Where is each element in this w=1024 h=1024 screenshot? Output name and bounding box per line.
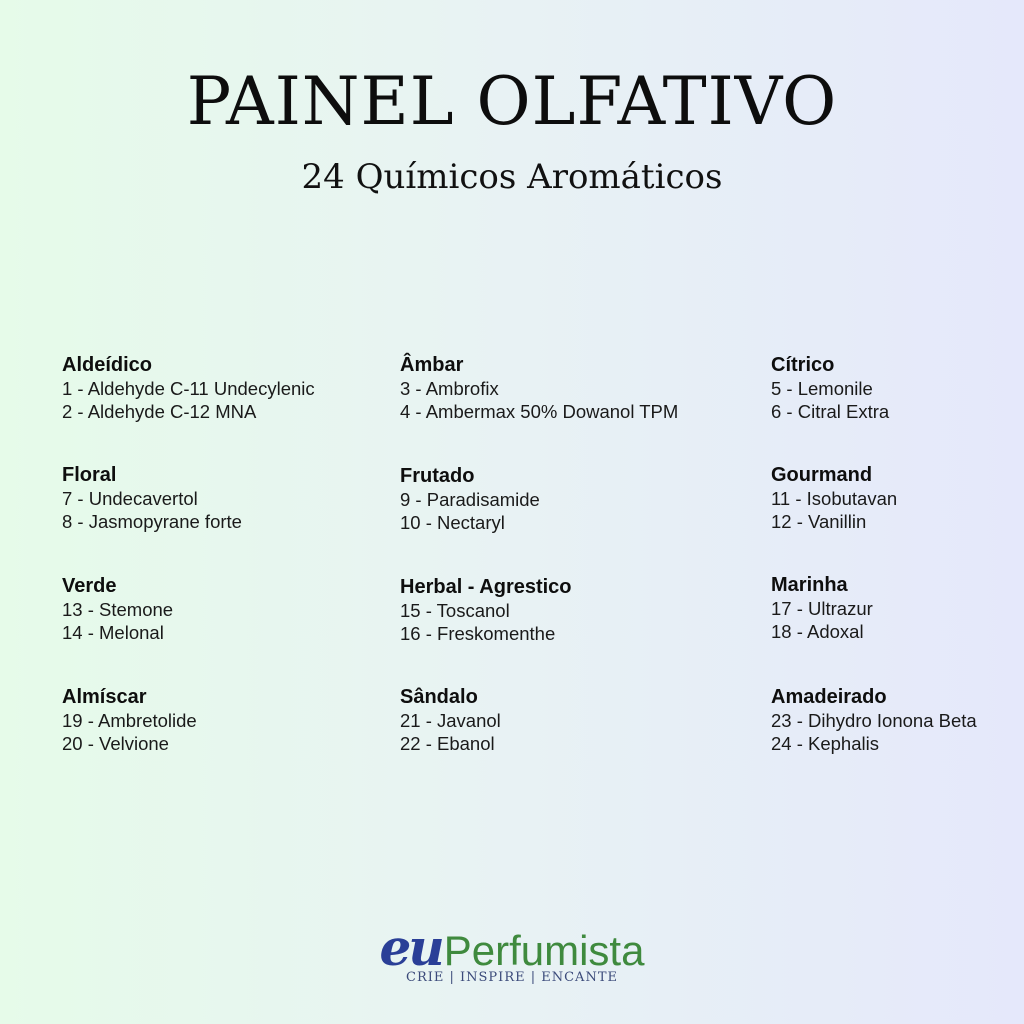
chemical-item: 10 - Nectaryl <box>400 512 505 533</box>
logo-name: Perfumista <box>443 927 645 974</box>
group-title: Cítrico <box>771 354 835 376</box>
chemical-item: 3 - Ambrofix <box>400 378 499 399</box>
group-marinha <box>771 573 873 643</box>
chemical-item: 11 - Isobutavan <box>771 488 898 509</box>
chemical-item: 21 - Javanol <box>400 710 501 731</box>
chemical-item: 2 - Aldehyde C-12 MNA <box>62 401 257 422</box>
chemical-item: 17 - Ultrazur <box>771 598 873 619</box>
group-verde <box>62 574 173 644</box>
chemical-item: 5 - Lemonile <box>771 378 873 399</box>
group-title: Sândalo <box>400 686 478 708</box>
group-title: Herbal - Agrestico <box>400 576 572 598</box>
chemical-item: 23 - Dihydro Ionona Beta <box>771 710 977 731</box>
chemical-item: 9 - Paradisamide <box>400 489 540 510</box>
group-title: Âmbar <box>400 354 464 376</box>
group-amadeirado <box>771 685 977 755</box>
group-floral <box>62 463 242 533</box>
chemical-item: 12 - Vanillin <box>771 511 867 532</box>
group-frutado <box>400 464 540 534</box>
group-title: Amadeirado <box>771 686 887 708</box>
chemical-item: 19 - Ambretolide <box>62 710 197 731</box>
group-gourmand <box>771 463 897 533</box>
group-herbal-agrestico <box>400 575 572 645</box>
group-title: Almíscar <box>62 686 147 708</box>
chemical-item: 7 - Undecavertol <box>62 488 198 509</box>
group-title: Verde <box>62 575 117 597</box>
brand-logo <box>0 918 1024 977</box>
group-title: Marinha <box>771 574 848 596</box>
chemical-item: 1 - Aldehyde C-11 Undecylenic <box>62 378 315 399</box>
chemical-item: 15 - Toscanol <box>400 600 510 621</box>
group-almiscar <box>62 685 197 755</box>
chemical-item: 20 - Velvione <box>62 733 169 754</box>
group-title: Aldeídico <box>62 354 153 376</box>
group-title: Gourmand <box>771 464 873 486</box>
page-subtitle: 24 Químicos Aromáticos <box>301 157 723 197</box>
group-citrico <box>771 353 889 423</box>
chemical-item: 24 - Kephalis <box>771 733 879 754</box>
logo-prefix: eu <box>379 918 442 977</box>
group-ambar <box>400 353 678 423</box>
chemical-item: 18 - Adoxal <box>771 621 864 642</box>
chemical-item: 14 - Melonal <box>62 622 164 643</box>
page-title: PAINEL OLFATIVO <box>186 63 838 140</box>
chemical-item: 4 - Ambermax 50% Dowanol TPM <box>400 401 679 422</box>
group-aldeidico <box>62 353 315 423</box>
chemical-item: 13 - Stemone <box>62 599 174 620</box>
chemical-item: 6 - Citral Extra <box>771 401 890 422</box>
brand-tagline: CRIE | INSPIRE | ENCANTE <box>406 970 618 985</box>
chemical-item: 16 - Freskomenthe <box>400 623 556 644</box>
group-title: Floral <box>62 464 117 486</box>
chemical-item: 8 - Jasmopyrane forte <box>62 511 242 532</box>
group-sandalo <box>400 685 501 755</box>
group-title: Frutado <box>400 465 475 487</box>
chemical-item: 22 - Ebanol <box>400 733 495 754</box>
